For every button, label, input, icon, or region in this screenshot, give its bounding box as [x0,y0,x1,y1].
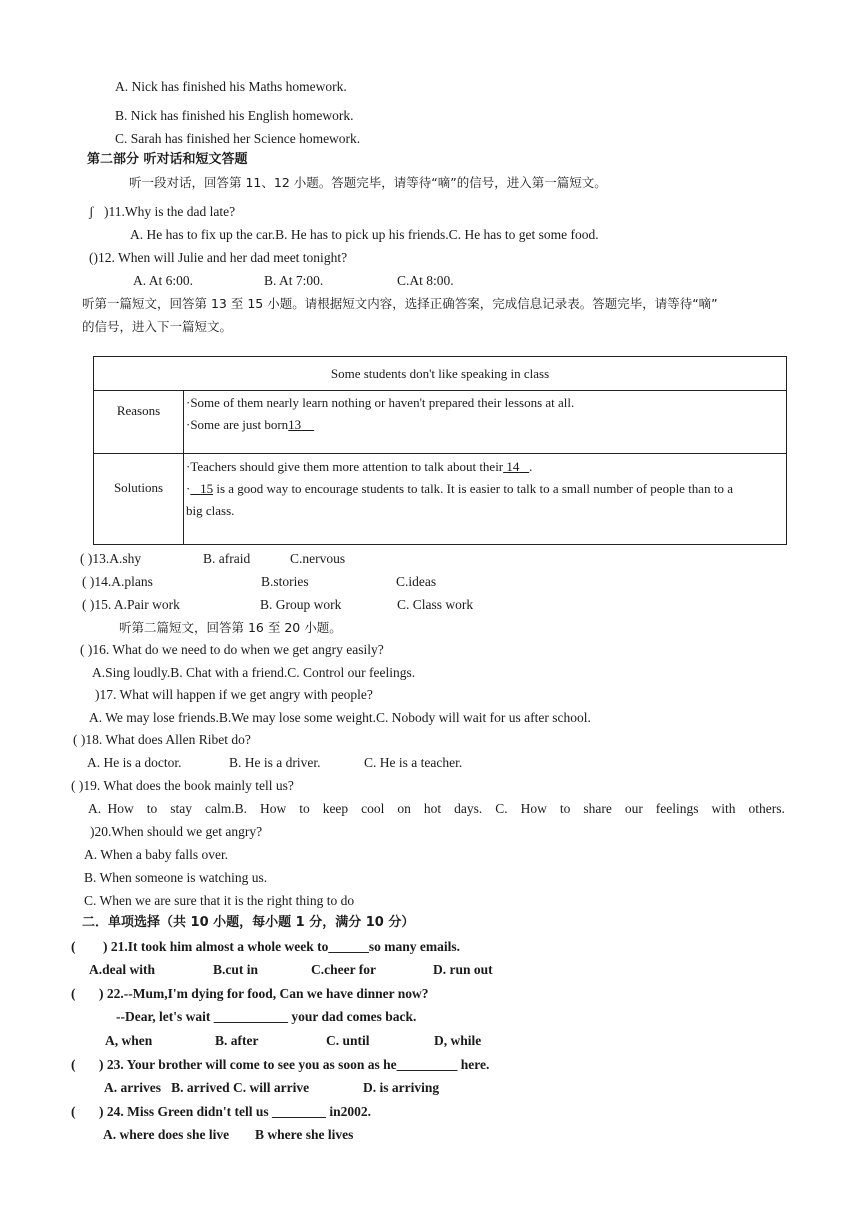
q12-option-a: A. At 6:00. [133,273,194,288]
q21-question: ) 21.It took him almost a whole week to______so many emails. [103,939,460,954]
q19-options: A. How to stay calm.B. How to keep cool on hot days. C. How to share our feelings with others. [88,801,785,816]
blank-13: 13 [288,417,302,432]
q22-option-b: B. after [215,1033,259,1048]
q14-option-b: B.stories [261,574,309,589]
q21-option-d: D. run out [433,962,493,977]
q11-question: )11.Why is the dad late? [104,204,236,219]
q10-option-c: C. Sarah has finished her Science homework. [115,131,361,146]
q21-option-a: A.deal with [89,962,156,977]
q16-question: ( )16. What do we need to do when we get angry easily? [80,642,384,657]
solution-2-continued: big class. [186,503,235,518]
solution-1: ·Teachers should give them more attention to talk about their 14 . [186,459,533,474]
q21-option-b: B.cut in [213,962,259,977]
q10-option-a: A. Nick has finished his Maths homework. [115,79,347,94]
passage2-instruction: 听第二篇短文，回答第 16 至 20 小题。 [119,620,342,635]
q20-option-b: B. When someone is watching us. [84,870,268,885]
section2-heading: 二．单项选择（共 10 小题，每小题 1 分，满分 10 分） [82,915,415,930]
q22-dialogue-line2: --Dear, let's wait ___________ your dad comes back. [116,1009,417,1024]
q18-option-c: C. He is a teacher. [364,755,463,770]
q20-question: )20.When should we get angry? [90,824,263,839]
q20-option-c: C. When we are sure that it is the right thing to do [84,893,355,908]
q22-question: ) 22.--Mum,I'm dying for food, Can we have dinner now? [99,986,429,1001]
q21-option-c: C.cheer for [311,962,376,977]
reason-2: ·Some are just born13 [186,417,302,432]
q17-question: )17. What will happen if we get angry with people? [95,687,373,702]
q14-option-c: C.ideas [396,574,437,589]
solutions-label: Solutions [113,480,164,495]
q24-paren: ( [71,1104,76,1119]
q15-option-b: B. Group work [260,597,342,612]
q14-option-a: ( )14.A.plans [82,574,153,589]
q18-option-a: A. He is a doctor. [87,755,182,770]
q12-option-c: C.At 8:00. [397,273,454,288]
blank-14: 14 [506,459,520,474]
q23-paren: ( [71,1057,76,1072]
q18-question: ( )18. What does Allen Ribet do? [73,732,251,747]
q13-option-a: ( )13.A.shy [80,551,142,566]
q20-option-a: A. When a baby falls over. [84,847,229,862]
q17-options: A. We may lose friends.B.We may lose some weight.C. Nobody will wait for us after school. [89,710,591,725]
q23-options-abc: A. arrives B. arrived C. will arrive [104,1080,310,1095]
passage1-instruction-line1: 听第一篇短文，回答第 13 至 15 小题。请根据短文内容，选择正确答案，完成信息记录表。答题完毕，请等待“嘀” [82,296,718,311]
q12-option-b: B. At 7:00. [264,273,324,288]
q24-option-b: B where she lives [255,1127,354,1142]
q15-option-c: C. Class work [397,597,474,612]
q12-question: ()12. When will Julie and her dad meet tonight? [89,250,348,265]
q23-question: ) 23. Your brother will come to see you as soon as he_________ here. [99,1057,490,1072]
solution-2: · 15 is a good way to encourage students to talk. It is easier to talk to a small number of people than to a [186,481,733,496]
q22-paren: ( [71,986,76,1001]
q18-option-b: B. He is a driver. [229,755,321,770]
reason-1: ·Some of them nearly learn nothing or haven't prepared their lessons at all. [186,395,575,410]
table-title: Some students don't like speaking in class [94,357,786,391]
info-record-table [93,356,787,545]
q22-option-c: C. until [326,1033,370,1048]
q19-question: ( )19. What does the book mainly tell us? [71,778,294,793]
q21-paren: ( [71,939,76,954]
q22-option-a: A, when [105,1033,153,1048]
q13-option-b: B. afraid [203,551,251,566]
q11-answer-mark: ʃ [89,204,94,219]
q22-option-d: D, while [434,1033,482,1048]
table-column-divider [183,390,184,545]
q23-option-d: D. is arriving [363,1080,440,1095]
reasons-label: Reasons [116,403,161,418]
q16-options: A.Sing loudly.B. Chat with a friend.C. Control our feelings. [92,665,416,680]
part2-instruction: 听一段对话，回答第 11、12 小题。答题完毕，请等待“嘀”的信号，进入第一篇短文。 [129,175,607,190]
blank-15: 15 [200,481,214,496]
passage1-instruction-line2: 的信号，进入下一篇短文。 [82,319,233,334]
q24-option-a: A. where does she live [103,1127,230,1142]
q13-option-c: C.nervous [290,551,346,566]
q11-options: A. He has to fix up the car.B. He has to pick up his friends.C. He has to get some food. [130,227,599,242]
part2-heading: 第二部分 听对话和短文答题 [87,152,248,167]
q15-option-a: ( )15. A.Pair work [82,597,180,612]
q10-option-b: B. Nick has finished his English homework. [115,108,354,123]
table-row-divider [94,453,786,454]
q24-question: ) 24. Miss Green didn't tell us ________ in2002. [99,1104,372,1119]
